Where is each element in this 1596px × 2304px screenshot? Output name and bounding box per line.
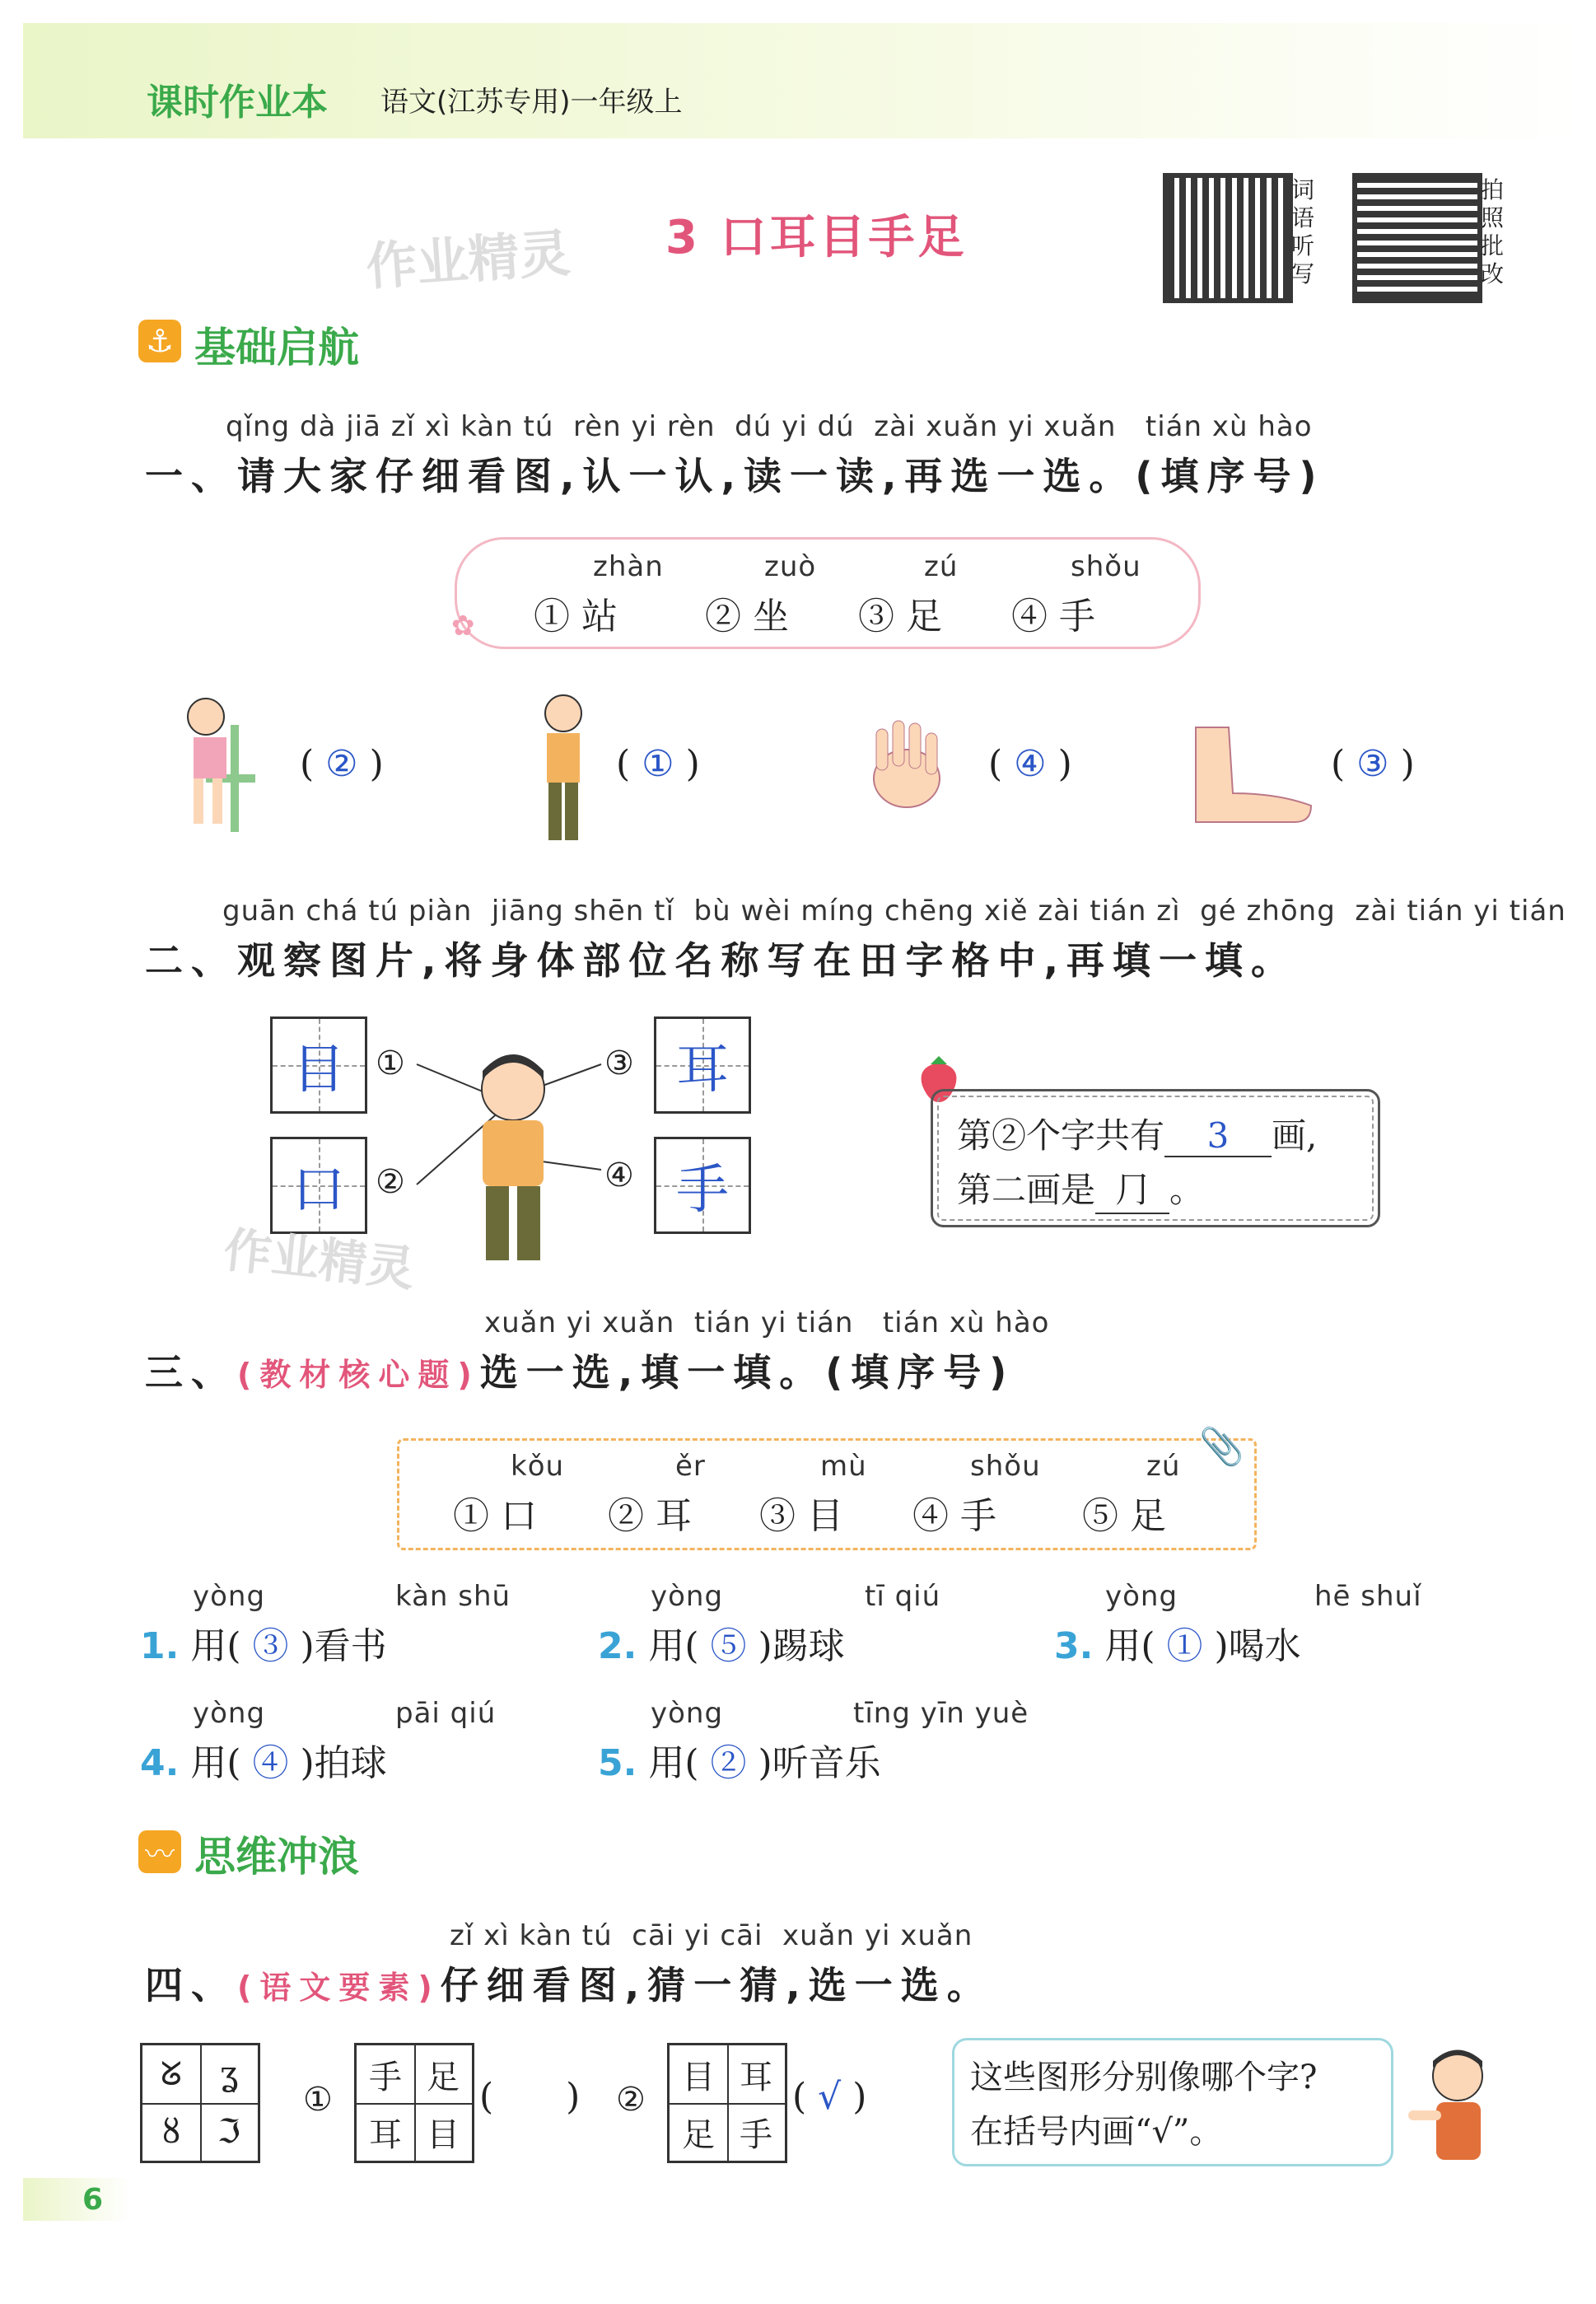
- q3-item-5: 5. 用( ② )听音乐: [598, 1742, 881, 1784]
- q3-text: 三、(教材核心题)选一选,填一填。(填序号): [145, 1350, 1015, 1395]
- q3-opt1-pinyin: kǒu: [511, 1450, 565, 1483]
- q3-item4-py1: yòng: [193, 1697, 266, 1730]
- q1-answer-2: ( ① ): [616, 743, 700, 785]
- q1-opt4-pinyin: shǒu: [1071, 550, 1141, 583]
- q4-opt2-grid: 目 耳 足 手: [667, 2043, 787, 2163]
- q3-item-4: 4. 用( ④ )拍球: [140, 1742, 387, 1784]
- anchor-icon: ⚓: [138, 320, 181, 362]
- q3-opt1: ① 口: [453, 1495, 537, 1537]
- q2-label-2: ②: [376, 1163, 405, 1201]
- q1-opt1: ① 站: [534, 596, 618, 638]
- q3-item3-py2: hē shuǐ: [1314, 1580, 1422, 1613]
- q3-item1-py2: kàn shū: [395, 1580, 511, 1613]
- boy-standing-illustration: [530, 690, 596, 847]
- header-brand: 课时作业本: [147, 82, 328, 124]
- q2-text: 二、观察图片,将身体部位名称写在田字格中,再填一填。: [145, 938, 1297, 983]
- q3-item3-py1: yòng: [1105, 1580, 1178, 1613]
- girl-sitting-illustration: [173, 692, 280, 840]
- q3-opt5: ⑤ 足: [1082, 1495, 1166, 1537]
- ancient-glyph-grid: ᘜ ʓ ȣ ℑ: [140, 2043, 260, 2163]
- tiange-box-3: 耳: [654, 1016, 751, 1114]
- q2-label-1: ①: [376, 1045, 405, 1082]
- qr-code-dictation[interactable]: [1163, 173, 1293, 303]
- q1-opt2: ② 坐: [705, 596, 789, 638]
- paw-icon: ✿: [451, 610, 475, 643]
- qr-label-photo: 拍 照 批 改: [1481, 176, 1505, 287]
- wave-icon: 〰: [138, 1830, 181, 1873]
- q3-item5-py1: yòng: [651, 1697, 724, 1730]
- bubble-line2: 在括号内画“√”。: [970, 2113, 1223, 2151]
- q3-item-1: 1. 用( ③ )看书: [140, 1625, 387, 1667]
- page-number-band: [23, 2178, 130, 2221]
- tiange-box-1: 目: [270, 1016, 367, 1114]
- q3-item2-py1: yòng: [651, 1580, 724, 1613]
- q1-answer-1: ( ② ): [300, 743, 384, 785]
- header-subject: 语文(江苏专用)一年级上: [380, 86, 683, 119]
- q1-opt3-pinyin: zú: [924, 550, 959, 583]
- q1-text: 一、请大家仔细看图,认一认,读一读,再选一选。(填序号): [145, 454, 1325, 498]
- q4-opt1-grid: 手 足 耳 目: [354, 2043, 474, 2163]
- tiange-box-2: 口: [270, 1137, 367, 1234]
- q1-answer-4: ( ③ ): [1331, 743, 1415, 785]
- bubble-line1: 这些图形分别像哪个字?: [970, 2059, 1318, 2096]
- q3-item-3: 3. 用( ① )喝水: [1054, 1625, 1301, 1667]
- q4-pinyin: zǐ xì kàn tú cāi yi cāi xuǎn yi xuǎn: [450, 1919, 973, 1952]
- q1-pinyin: qǐng dà jiā zǐ xì kàn tú rèn yi rèn dú yi dú zài xuǎn yi xuǎn tián xù hào: [226, 410, 1313, 443]
- q1-opt2-pinyin: zuò: [764, 550, 817, 583]
- q2-note-line1: 第②个字共有 3 画,: [957, 1115, 1318, 1156]
- q1-opt3: ③ 足: [858, 596, 942, 638]
- lesson-title: 3 口耳目手足: [665, 211, 968, 264]
- q1-opt1-pinyin: zhàn: [593, 550, 664, 583]
- boy-mascot-illustration: [1400, 2043, 1507, 2166]
- section-title-thinking: 思维冲浪: [194, 1833, 359, 1881]
- qr-label-dictation: 词 语 听 写: [1291, 176, 1315, 287]
- q3-opt4: ④ 手: [912, 1495, 996, 1537]
- section-title-basic: 基础启航: [194, 324, 359, 372]
- boy-body-parts-illustration: [410, 1038, 608, 1269]
- q1-opt4: ④ 手: [1011, 596, 1095, 638]
- qr-code-photo[interactable]: [1352, 173, 1482, 303]
- q3-item1-py1: yòng: [193, 1580, 266, 1613]
- q4-opt1-num: ①: [303, 2081, 333, 2119]
- q1-answer-3: ( ④ ): [988, 743, 1072, 785]
- watermark: 作业精灵: [364, 222, 572, 297]
- q4-opt2-answer: ( √ ): [792, 2076, 867, 2118]
- paperclip-icon: 📎: [1199, 1426, 1244, 1468]
- q3-item5-py2: tīng yīn yuè: [853, 1697, 1029, 1730]
- watermark-2: 作业精灵: [221, 1222, 418, 1297]
- q4-text: 四、(语文要素)仔细看图,猜一猜,选一选。: [145, 1963, 993, 2007]
- q3-opt4-pinyin: shǒu: [970, 1450, 1041, 1483]
- q3-item2-py2: tī qiú: [865, 1580, 941, 1613]
- q3-opt2-pinyin: ěr: [675, 1450, 706, 1483]
- q4-opt1-answer: ( ): [479, 2076, 581, 2118]
- hand-illustration: [853, 717, 960, 816]
- q3-item-2: 2. 用( ⑤ )踢球: [598, 1625, 845, 1667]
- q2-note-line2: 第二画是 ⺆ 。: [957, 1163, 1204, 1214]
- foot-illustration: [1179, 723, 1319, 830]
- q3-opt3-pinyin: mù: [820, 1450, 867, 1483]
- q2-label-4: ④: [604, 1157, 634, 1194]
- q3-item4-py2: pāi qiú: [395, 1697, 497, 1730]
- q3-opt3: ③ 目: [759, 1495, 843, 1537]
- q3-pinyin: xuǎn yi xuǎn tián yi tián tián xù hào: [484, 1306, 1050, 1339]
- q4-opt2-num: ②: [616, 2081, 646, 2119]
- page-number: 6: [82, 2183, 104, 2217]
- q3-opt5-pinyin: zú: [1146, 1450, 1181, 1483]
- q2-pinyin: guān chá tú piàn jiāng shēn tǐ bù wèi míng chēng xiě zài tián zì gé zhōng zài tián yi tián: [222, 895, 1566, 928]
- q2-label-3: ③: [604, 1045, 634, 1082]
- q3-opt2: ② 耳: [608, 1495, 692, 1537]
- tiange-box-4: 手: [654, 1137, 751, 1234]
